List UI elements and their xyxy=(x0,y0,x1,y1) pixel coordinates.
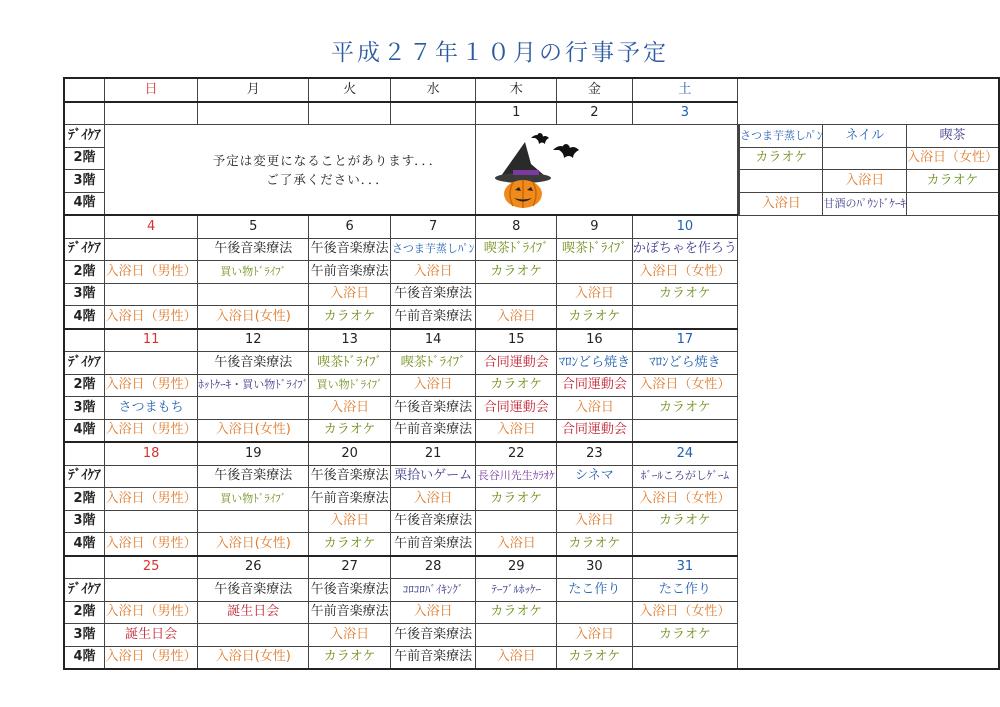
event-cell xyxy=(198,624,309,647)
event-cell: 喫茶ﾄﾞﾗｲﾌﾞ xyxy=(557,238,633,261)
event-cell: 午後音楽療法 xyxy=(309,238,391,261)
floor-label: 4階 xyxy=(64,192,104,215)
date-number: 8 xyxy=(476,215,557,238)
date-number: 2 xyxy=(557,102,633,125)
event-cell: 入浴日 xyxy=(823,170,907,193)
date-row xyxy=(64,556,999,579)
event-cell: ﾃｰﾌﾞﾙﾎｯｹｰ xyxy=(476,579,557,602)
event-cell: 午後音楽療法 xyxy=(198,579,309,602)
event-cell: 喫茶ﾄﾞﾗｲﾌﾞ xyxy=(476,238,557,261)
event-cell: 午前音楽療法 xyxy=(390,419,476,442)
event-cell: 午後音楽療法 xyxy=(390,510,476,533)
event-cell: 入浴日（男性） xyxy=(104,533,197,556)
event-cell: 入浴日 xyxy=(476,533,557,556)
floor-label: 2階 xyxy=(64,488,104,511)
event-cell: 午後音楽療法 xyxy=(309,579,391,602)
event-cell: 長谷川先生ｶﾗｵｹ xyxy=(476,465,557,488)
activity-row xyxy=(64,352,999,375)
event-cell: 入浴日 xyxy=(309,510,391,533)
event-cell: 午後音楽療法 xyxy=(390,624,476,647)
floor-label: 3階 xyxy=(64,510,104,533)
floor-label: 3階 xyxy=(64,283,104,306)
event-cell: 喫茶ﾄﾞﾗｲﾌﾞ xyxy=(390,352,476,375)
floor-label: 2階 xyxy=(64,374,104,397)
event-cell: 入浴日 xyxy=(390,374,476,397)
weekday-header: 火 xyxy=(309,78,391,102)
event-cell xyxy=(557,488,633,511)
event-cell xyxy=(557,601,633,624)
event-cell: カラオケ xyxy=(739,147,823,170)
weekday-header: 土 xyxy=(632,78,737,102)
halloween-pumpkin-bats-icon xyxy=(491,124,593,210)
floor-label: 2階 xyxy=(64,147,104,170)
event-cell: たこ作り xyxy=(632,579,737,602)
event-cell: カラオケ xyxy=(632,510,737,533)
event-cell: 午前音楽療法 xyxy=(390,533,476,556)
event-cell: 入浴日 xyxy=(309,283,391,306)
event-cell: カラオケ xyxy=(309,533,391,556)
floor-label: ﾃﾞｲｹｱ xyxy=(64,238,104,261)
event-cell: 午後音楽療法 xyxy=(390,397,476,420)
event-cell: さつま芋蒸しﾊﾟﾝ xyxy=(390,238,476,261)
date-number: 19 xyxy=(198,442,309,465)
event-cell: カラオケ xyxy=(632,397,737,420)
event-cell: 入浴日（男性） xyxy=(104,261,197,284)
event-cell: 入浴日 xyxy=(390,601,476,624)
event-cell: 午前音楽療法 xyxy=(309,488,391,511)
event-cell: カラオケ xyxy=(476,374,557,397)
event-cell: 入浴日 xyxy=(476,419,557,442)
event-cell: 入浴日（男性） xyxy=(104,646,197,669)
event-cell: 合同運動会 xyxy=(476,397,557,420)
event-cell: 買い物ﾄﾞﾗｲﾌﾞ xyxy=(198,261,309,284)
event-cell: カラオケ xyxy=(309,646,391,669)
event-cell: 午後音楽療法 xyxy=(198,465,309,488)
floor-label: 3階 xyxy=(64,397,104,420)
date-number: 22 xyxy=(476,442,557,465)
activity-row xyxy=(64,646,999,669)
activity-row xyxy=(64,465,999,488)
weekday-header: 日 xyxy=(104,78,197,102)
event-cell xyxy=(632,533,737,556)
event-cell: 喫茶 xyxy=(906,125,999,148)
date-number: 27 xyxy=(309,556,391,579)
event-cell: 買い物ﾄﾞﾗｲﾌﾞ xyxy=(198,488,309,511)
event-cell: 栗拾いゲーム xyxy=(390,465,476,488)
notice-line: 予定は変更になることがあります．．． xyxy=(212,153,443,168)
event-cell: 入浴日 xyxy=(739,192,823,215)
event-cell: 午後音楽療法 xyxy=(198,238,309,261)
event-cell: 入浴日 xyxy=(557,397,633,420)
activity-row xyxy=(64,601,999,624)
event-cell: 入浴日 xyxy=(476,646,557,669)
date-number: 24 xyxy=(632,442,737,465)
event-cell: カラオケ xyxy=(476,488,557,511)
date-number: 6 xyxy=(309,215,391,238)
event-cell xyxy=(632,419,737,442)
activity-row xyxy=(64,238,999,261)
event-cell: たこ作り xyxy=(557,579,633,602)
event-cell xyxy=(557,261,633,284)
event-cell xyxy=(476,624,557,647)
weekday-header: 月 xyxy=(198,78,309,102)
event-cell: さつまもち xyxy=(104,397,197,420)
floor-label: 2階 xyxy=(64,601,104,624)
event-cell xyxy=(104,465,197,488)
event-cell: 入浴日（女性） xyxy=(632,488,737,511)
event-cell: 午後音楽療法 xyxy=(198,352,309,375)
event-cell: 入浴日（男性） xyxy=(104,601,197,624)
date-number: 9 xyxy=(557,215,633,238)
date-number: 13 xyxy=(309,329,391,352)
event-cell xyxy=(476,283,557,306)
date-number: 23 xyxy=(557,442,633,465)
activity-row xyxy=(64,374,999,397)
floor-label: 3階 xyxy=(64,624,104,647)
event-cell: 誕生日会 xyxy=(198,601,309,624)
date-number: 11 xyxy=(104,329,197,352)
event-cell: 入浴日（男性） xyxy=(104,374,197,397)
event-cell: カラオケ xyxy=(476,601,557,624)
event-cell xyxy=(198,510,309,533)
event-cell: 入浴日（女性） xyxy=(906,147,999,170)
floor-label: ﾃﾞｲｹｱ xyxy=(64,125,104,148)
event-cell: 入浴日 xyxy=(390,261,476,284)
event-cell: 午前音楽療法 xyxy=(309,261,391,284)
activity-row xyxy=(64,624,999,647)
event-cell: 喫茶ﾄﾞﾗｲﾌﾞ xyxy=(309,352,391,375)
notice-line: ご了承ください．．． xyxy=(266,172,389,187)
event-cell: カラオケ xyxy=(632,624,737,647)
event-cell: カラオケ xyxy=(309,306,391,329)
event-cell: 午前音楽療法 xyxy=(390,306,476,329)
event-cell: 入浴日(女性) xyxy=(198,306,309,329)
event-cell: ﾎｯﾄｹｰｷ・買い物ﾄﾞﾗｲﾌﾞ xyxy=(198,374,309,397)
date-number: 25 xyxy=(104,556,197,579)
activity-row xyxy=(64,283,999,306)
event-cell: 買い物ﾄﾞﾗｲﾌﾞ xyxy=(309,374,391,397)
event-cell: ﾏﾛﾝどら焼き xyxy=(557,352,633,375)
event-cell xyxy=(632,646,737,669)
date-number: 28 xyxy=(390,556,476,579)
event-cell: 入浴日 xyxy=(557,510,633,533)
date-row xyxy=(64,329,999,352)
schedule-notice xyxy=(170,151,485,189)
event-cell: 入浴日（女性） xyxy=(632,261,737,284)
event-cell: カラオケ xyxy=(632,283,737,306)
activity-row xyxy=(64,579,999,602)
date-number: 14 xyxy=(390,329,476,352)
event-cell: カラオケ xyxy=(557,646,633,669)
floor-label: ﾃﾞｲｹｱ xyxy=(64,579,104,602)
event-cell xyxy=(739,170,823,193)
weekday-header: 金 xyxy=(557,78,633,102)
floor-label: 4階 xyxy=(64,533,104,556)
event-cell: 入浴日 xyxy=(557,283,633,306)
date-number: 4 xyxy=(104,215,197,238)
date-number: 26 xyxy=(198,556,309,579)
date-number: 30 xyxy=(557,556,633,579)
date-number xyxy=(104,102,197,125)
event-cell: 入浴日 xyxy=(309,624,391,647)
weekday-header-row xyxy=(64,78,999,102)
event-cell: かぼちゃを作ろう xyxy=(632,238,737,261)
activity-row xyxy=(64,533,999,556)
event-cell: さつま芋蒸しﾊﾟﾝ xyxy=(739,125,823,148)
event-cell xyxy=(104,510,197,533)
date-number: 15 xyxy=(476,329,557,352)
event-cell: 入浴日(女性) xyxy=(198,646,309,669)
event-cell: 甘酒のﾊﾟｳﾝﾄﾞｹｰｷ xyxy=(823,192,907,215)
event-cell: ｺﾛｺﾛﾊﾞｲｷﾝｸﾞ xyxy=(390,579,476,602)
floor-label: 3階 xyxy=(64,170,104,193)
weekday-header: 水 xyxy=(390,78,476,102)
date-row xyxy=(64,102,999,125)
activity-row xyxy=(64,397,999,420)
event-cell: カラオケ xyxy=(557,306,633,329)
event-cell: シネマ xyxy=(557,465,633,488)
event-cell: 合同運動会 xyxy=(557,419,633,442)
event-cell: ﾏﾛﾝどら焼き xyxy=(632,352,737,375)
event-cell: 合同運動会 xyxy=(476,352,557,375)
date-number: 1 xyxy=(476,102,557,125)
activity-row xyxy=(64,510,999,533)
date-row xyxy=(64,442,999,465)
date-number: 3 xyxy=(632,102,737,125)
date-number xyxy=(198,102,309,125)
activity-row xyxy=(64,261,999,284)
event-cell xyxy=(906,192,999,215)
event-cell: 入浴日 xyxy=(309,397,391,420)
event-cell: 午後音楽療法 xyxy=(309,465,391,488)
event-cell: 入浴日（男性） xyxy=(104,488,197,511)
activity-row xyxy=(64,419,999,442)
event-cell: 入浴日 xyxy=(557,624,633,647)
date-number xyxy=(309,102,391,125)
event-cell: ネイル xyxy=(823,125,907,148)
activity-row xyxy=(64,488,999,511)
floor-label: 4階 xyxy=(64,419,104,442)
date-number: 20 xyxy=(309,442,391,465)
event-cell xyxy=(104,238,197,261)
page-title: 平成２７年１０月の行事予定 xyxy=(331,40,669,66)
event-cell xyxy=(104,283,197,306)
event-cell xyxy=(476,510,557,533)
weekday-header: 木 xyxy=(476,78,557,102)
event-cell: 入浴日（女性） xyxy=(632,374,737,397)
event-cell xyxy=(104,579,197,602)
date-number: 31 xyxy=(632,556,737,579)
date-number xyxy=(390,102,476,125)
date-number: 16 xyxy=(557,329,633,352)
event-cell: 入浴日(女性) xyxy=(198,533,309,556)
event-cell xyxy=(632,306,737,329)
floor-label: ﾃﾞｲｹｱ xyxy=(64,352,104,375)
event-cell: カラオケ xyxy=(476,261,557,284)
event-cell: 合同運動会 xyxy=(557,374,633,397)
floor-label: 4階 xyxy=(64,646,104,669)
event-cell: カラオケ xyxy=(557,533,633,556)
event-cell: 入浴日（男性） xyxy=(104,306,197,329)
date-row xyxy=(64,215,999,238)
date-number: 17 xyxy=(632,329,737,352)
floor-label: ﾃﾞｲｹｱ xyxy=(64,465,104,488)
floor-label: 4階 xyxy=(64,306,104,329)
date-number: 5 xyxy=(198,215,309,238)
event-cell xyxy=(198,397,309,420)
event-cell: ﾎﾞｰﾙころがしｹﾞｰﾑ xyxy=(632,465,737,488)
date-number: 21 xyxy=(390,442,476,465)
date-number: 29 xyxy=(476,556,557,579)
event-cell xyxy=(104,352,197,375)
date-number: 12 xyxy=(198,329,309,352)
event-cell xyxy=(823,147,907,170)
event-cell: 入浴日（男性） xyxy=(104,419,197,442)
date-number: 18 xyxy=(104,442,197,465)
event-cell: 入浴日 xyxy=(476,306,557,329)
activity-row xyxy=(64,306,999,329)
event-cell: カラオケ xyxy=(906,170,999,193)
event-cell: 午前音楽療法 xyxy=(390,646,476,669)
event-cell: 午後音楽療法 xyxy=(390,283,476,306)
event-cell: 入浴日（女性） xyxy=(632,601,737,624)
floor-label: 2階 xyxy=(64,261,104,284)
date-number: 7 xyxy=(390,215,476,238)
event-cell: カラオケ xyxy=(309,419,391,442)
event-cell: 午前音楽療法 xyxy=(309,601,391,624)
event-cell xyxy=(198,283,309,306)
event-cell: 入浴日 xyxy=(390,488,476,511)
event-cell: 誕生日会 xyxy=(104,624,197,647)
event-cell: 入浴日(女性) xyxy=(198,419,309,442)
date-number: 10 xyxy=(632,215,737,238)
